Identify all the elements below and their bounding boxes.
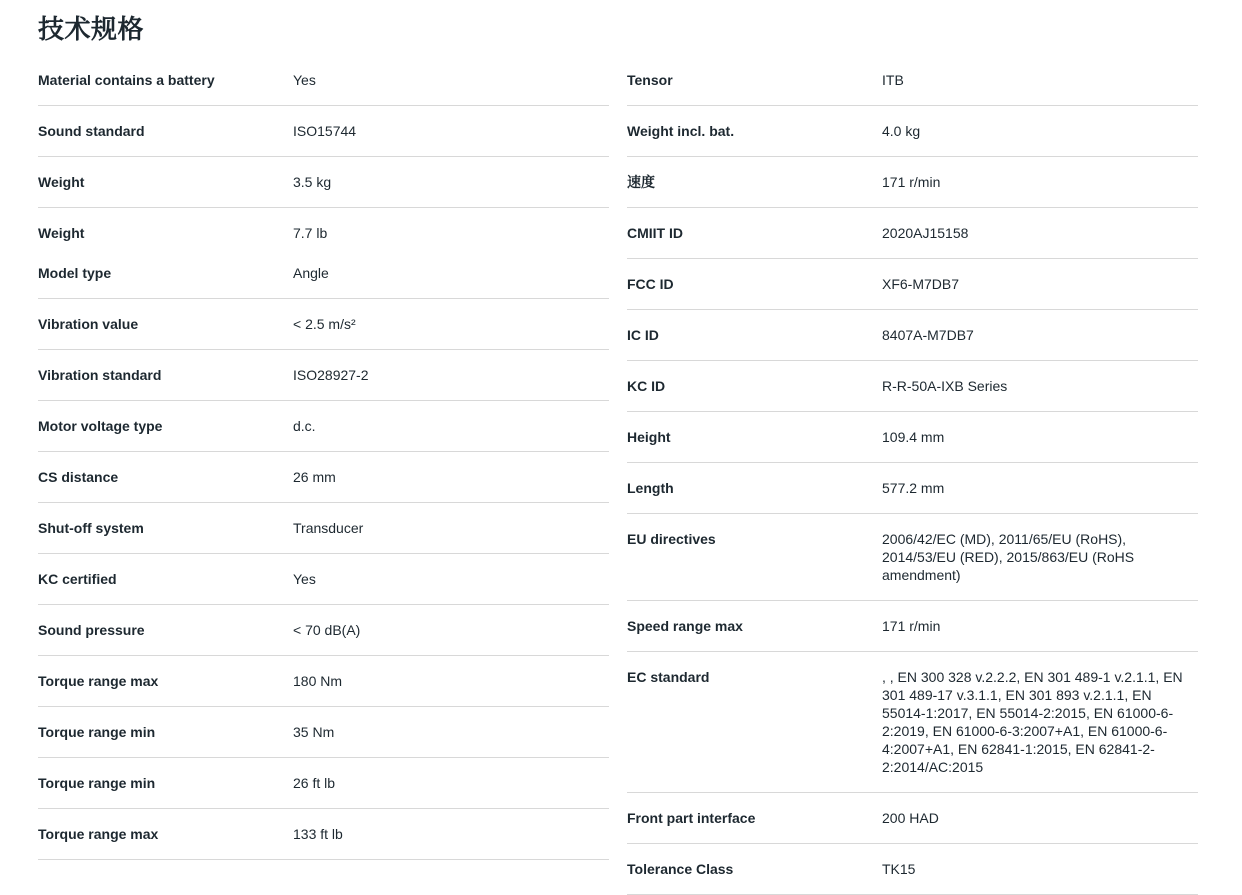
spec-row [627,617,1198,635]
spec-value: 171 r/min [882,618,941,634]
spec-row [627,326,1198,344]
spec-row [38,570,609,588]
spec-row [627,668,1198,776]
spec-row [38,519,609,537]
spec-row [38,315,609,333]
spec-value: 133 ft lb [293,826,343,842]
spec-label: Length [627,480,674,496]
spec-row [38,774,609,792]
spec-cell [38,350,609,401]
spec-row [627,479,1198,497]
spec-cell [627,106,1198,157]
spec-cell [38,707,609,758]
spec-label: Front part interface [627,810,756,826]
spec-cell [38,452,609,503]
spec-value: 577.2 mm [882,480,945,496]
spec-label: EC standard [627,669,710,685]
spec-value: TK15 [882,861,916,877]
spec-cell [627,514,1198,601]
spec-cell [627,208,1198,259]
spec-label: Height [627,429,671,445]
spec-cell [38,554,609,605]
spec-label: Speed range max [627,618,743,634]
spec-value: 2006/42/EC (MD), 2011/65/EU (RoHS), 2014/53/EU (RED), 2015/863/EU (RoHS amendment) [882,531,1135,583]
spec-cell [38,55,609,106]
spec-value: 8407A-M7DB7 [882,327,974,343]
spec-value: 35 Nm [293,724,335,740]
spec-value: 2020AJ15158 [882,225,969,241]
spec-row [38,825,609,843]
spec-cell [38,401,609,452]
spec-value: ITB [882,72,904,88]
spec-label: CMIIT ID [627,225,683,241]
spec-cell [38,208,609,299]
spec-label: CS distance [38,469,119,485]
spec-cell [627,412,1198,463]
spec-label: EU directives [627,531,716,547]
spec-cell [627,259,1198,310]
spec-value: 109.4 mm [882,429,945,445]
spec-label: Torque range max [38,673,159,689]
spec-value: Yes [293,72,316,88]
spec-value: 7.7 lb [293,225,328,241]
spec-label: Torque range min [38,775,156,791]
spec-column-right [627,55,1198,895]
spec-cell [38,299,609,350]
spec-cell [38,605,609,656]
spec-cell [38,106,609,157]
spec-label: Shut-off system [38,520,144,536]
spec-row [38,224,609,242]
spec-label: Sound pressure [38,622,145,638]
spec-label: Weight [38,225,85,241]
spec-value: ISO15744 [293,123,357,139]
spec-value: < 70 dB(A) [293,622,361,638]
spec-value: Transducer [293,520,364,536]
spec-cell [627,793,1198,844]
spec-row [627,530,1198,584]
spec-row [38,264,609,282]
spec-label: Weight incl. bat. [627,123,735,139]
spec-value: ISO28927-2 [293,367,369,383]
spec-row [38,468,609,486]
spec-row [38,621,609,639]
spec-row [38,71,609,89]
spec-row [38,122,609,140]
spec-label: KC certified [38,571,117,587]
spec-value: , , EN 300 328 v.2.2.2, EN 301 489-1 v.2.1.1, EN 301 489-17 v.3.1.1, EN 301 893 v.2.1.1, EN 55014-1:2017, EN 55014-2:2015, EN 61000-6-2:2019, EN 61000-6-3:2007+A1, EN 61000-6-4:2007+A1, EN 62841-1:2015, EN 62841-2-2:2014/AC:2015 [882,669,1183,775]
spec-label: Vibration standard [38,367,162,383]
spec-label: Weight [38,174,85,190]
spec-cell [627,601,1198,652]
page-title: 技术规格 [38,14,145,44]
spec-cell [627,55,1198,106]
spec-label: Torque range max [38,826,159,842]
spec-value: Yes [293,571,316,587]
spec-value: XF6-M7DB7 [882,276,960,292]
spec-label: Motor voltage type [38,418,163,434]
spec-value: < 2.5 m/s² [293,316,356,332]
spec-value: 3.5 kg [293,174,332,190]
spec-value: 200 HAD [882,810,939,826]
spec-cell [627,844,1198,895]
spec-cell [627,310,1198,361]
spec-label: IC ID [627,327,659,343]
spec-label: Sound standard [38,123,145,139]
spec-label: KC ID [627,378,666,394]
spec-label: Tolerance Class [627,861,734,877]
spec-cell [627,157,1198,208]
spec-cell [627,361,1198,412]
spec-value: 180 Nm [293,673,343,689]
spec-row [627,275,1198,293]
spec-label: Material contains a battery [38,72,215,88]
spec-value: d.c. [293,418,316,434]
spec-row [38,173,609,191]
spec-row [627,71,1198,89]
spec-cell [38,809,609,860]
spec-row [38,723,609,741]
spec-row [627,809,1198,827]
spec-label: 速度 [627,174,655,190]
spec-row [627,173,1198,191]
spec-value: 26 ft lb [293,775,336,791]
spec-row [38,366,609,384]
spec-cell [38,503,609,554]
spec-row [627,860,1198,878]
spec-cell [627,652,1198,793]
spec-cell [627,463,1198,514]
spec-label: FCC ID [627,276,674,292]
spec-column-left [38,55,609,860]
spec-label: Tensor [627,72,673,88]
spec-row [627,224,1198,242]
spec-cell [38,656,609,707]
spec-row [627,122,1198,140]
spec-cell [38,758,609,809]
spec-value: 4.0 kg [882,123,921,139]
spec-columns [38,55,1198,895]
spec-value: 26 mm [293,469,336,485]
spec-row [38,417,609,435]
spec-cell [38,157,609,208]
spec-row [38,672,609,690]
spec-value: R-R-50A-IXB Series [882,378,1008,394]
spec-value: Angle [293,265,329,281]
spec-label: Model type [38,265,112,281]
spec-label: Vibration value [38,316,139,332]
spec-row [627,428,1198,446]
spec-label: Torque range min [38,724,156,740]
spec-value: 171 r/min [882,174,941,190]
spec-row [627,377,1198,395]
